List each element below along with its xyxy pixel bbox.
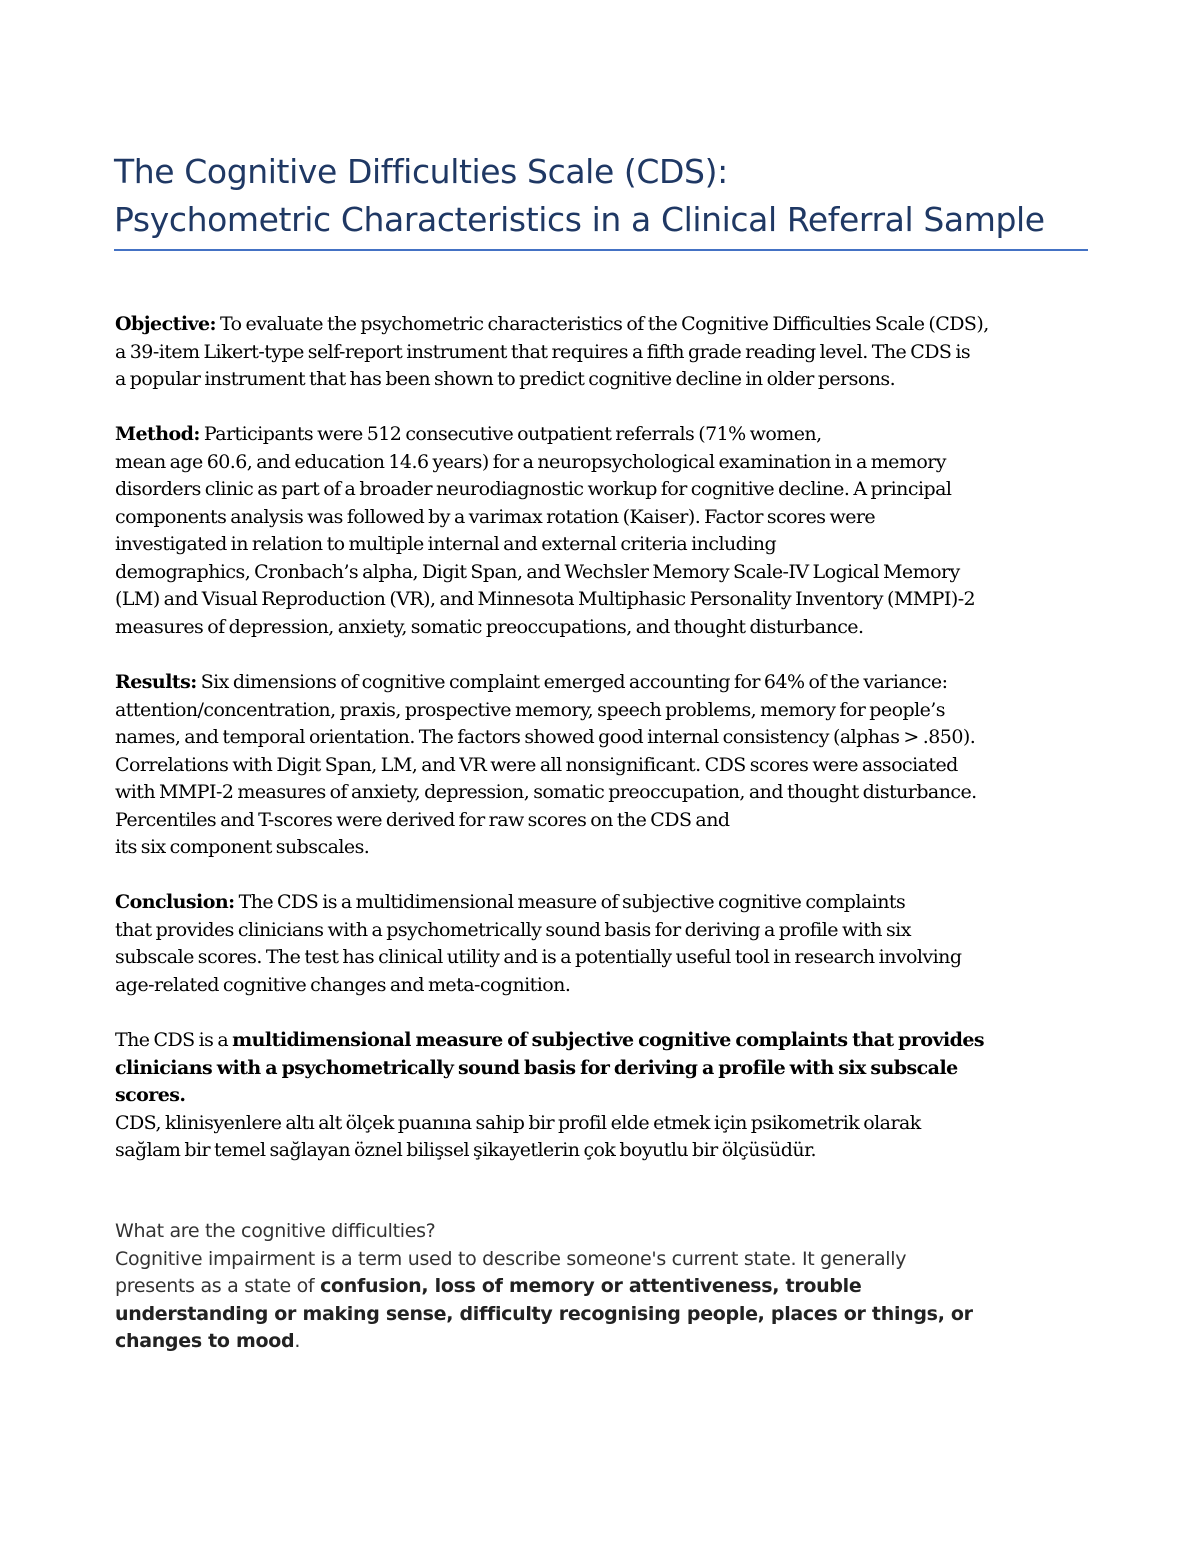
results-line-4: Correlations with Digit Span, LM, and VR were all nonsignificant. CDS scores were associated (115, 753, 958, 776)
method-line-7: (LM) and Visual Reproduction (VR), and Minnesota Multiphasic Personality Inventory (MMPI)-2 (115, 588, 976, 610)
title-underline (114, 249, 1088, 251)
objective-line-1: To evaluate the psychometric characteristics of the Cognitive Difficulties Scale (CDS), (216, 313, 989, 335)
faq-block (115, 1218, 1090, 1356)
method-line-3: disorders clinic as part of a broader neurodiagnostic workup for cognitive decline. A principal (115, 478, 952, 500)
faq-question: What are the cognitive difficulties? (115, 1220, 436, 1242)
results-line-5: with MMPI-2 measures of anxiety, depression, somatic preoccupation, and thought disturbance. (115, 781, 977, 803)
results-line-7: its six component subscales. (115, 836, 370, 858)
method-line-5: investigated in relation to multiple internal and external criteria including (115, 533, 777, 555)
objective-label: Objective: (115, 313, 217, 335)
conclusion-line-4: age-related cognitive changes and meta-cognition. (115, 973, 571, 996)
results-line-6: Percentiles and T-scores were derived for raw scores on the CDS and (115, 808, 730, 831)
method-line-1: Participants were 512 consecutive outpatient referrals (71% women, (199, 423, 822, 445)
method-line-4: components analysis was followed by a varimax rotation (Kaiser). Factor scores were (115, 505, 876, 528)
objective-paragraph (115, 311, 1090, 394)
results-label: Results: (115, 671, 197, 693)
conclusion-paragraph (115, 889, 1090, 999)
document-title (114, 148, 1088, 244)
faq-answer-line-3: understanding or making sense, difficulty recognising people, places or things, or (115, 1302, 973, 1325)
method-label: Method: (115, 423, 200, 445)
conclusion-line-3: subscale scores. The test has clinical utility and is a potentially useful tool in research involving (115, 946, 962, 968)
results-line-1: Six dimensions of cognitive complaint emerged accounting for 64% of the variance: (196, 671, 948, 693)
method-line-8: measures of depression, anxiety, somatic preoccupations, and thought disturbance. (115, 615, 864, 638)
summary-line-3: scores. (115, 1084, 186, 1106)
method-line-6: demographics, Cronbach’s alpha, Digit Span, and Wechsler Memory Scale-IV Logical Memory (115, 560, 960, 583)
method-paragraph (115, 421, 1090, 641)
summary-line-1-prefix: The CDS is a (115, 1029, 233, 1051)
faq-answer-line-4-suffix: . (294, 1330, 301, 1352)
faq-answer-line-4-bold: changes to mood (115, 1330, 295, 1352)
conclusion-label: Conclusion: (115, 891, 235, 913)
conclusion-line-2: that provides clinicians with a psychometrically sound basis for deriving a profile with six (115, 918, 911, 941)
faq-answer-line-2-bold: confusion, loss of memory or attentiveness, trouble (320, 1275, 862, 1297)
summary-paragraph (115, 1027, 1090, 1165)
results-paragraph (115, 669, 1090, 862)
faq-answer-line-2-prefix: presents as a state of (115, 1275, 321, 1297)
turkish-line-1: CDS, klinisyenlere altı alt ölçek puanına sahip bir profil elde etmek için psikometrik olarak (115, 1111, 921, 1134)
summary-line-2: clinicians with a psychometrically sound basis for deriving a profile with six subscale (115, 1056, 958, 1079)
turkish-line-2: sağlam bir temel sağlayan öznel bilişsel şikayetlerin çok boyutlu bir ölçüsüdür. (115, 1139, 817, 1161)
title-line-2: Psychometric Characteristics in a Clinical Referral Sample (114, 200, 1045, 239)
summary-line-1-bold: multidimensional measure of subjective cognitive complaints that provides (232, 1029, 985, 1051)
faq-answer-line-1: Cognitive impairment is a term used to describe someone's current state. It generally (115, 1247, 907, 1270)
objective-line-2: a 39-item Likert-type self-report instrument that requires a fifth grade reading level. The CDS is (115, 340, 971, 363)
results-line-3: names, and temporal orientation. The factors showed good internal consistency (alphas > .850). (115, 726, 976, 748)
method-line-2: mean age 60.6, and education 14.6 years) for a neuropsychological examination in a memory (115, 450, 946, 473)
objective-line-3: a popular instrument that has been shown to predict cognitive decline in older persons. (115, 368, 896, 390)
title-line-1: The Cognitive Difficulties Scale (CDS): (114, 152, 728, 191)
results-line-2: attention/concentration, praxis, prospective memory, speech problems, memory for people’s (115, 698, 945, 721)
conclusion-line-1: The CDS is a multidimensional measure of subjective cognitive complaints (234, 891, 906, 913)
